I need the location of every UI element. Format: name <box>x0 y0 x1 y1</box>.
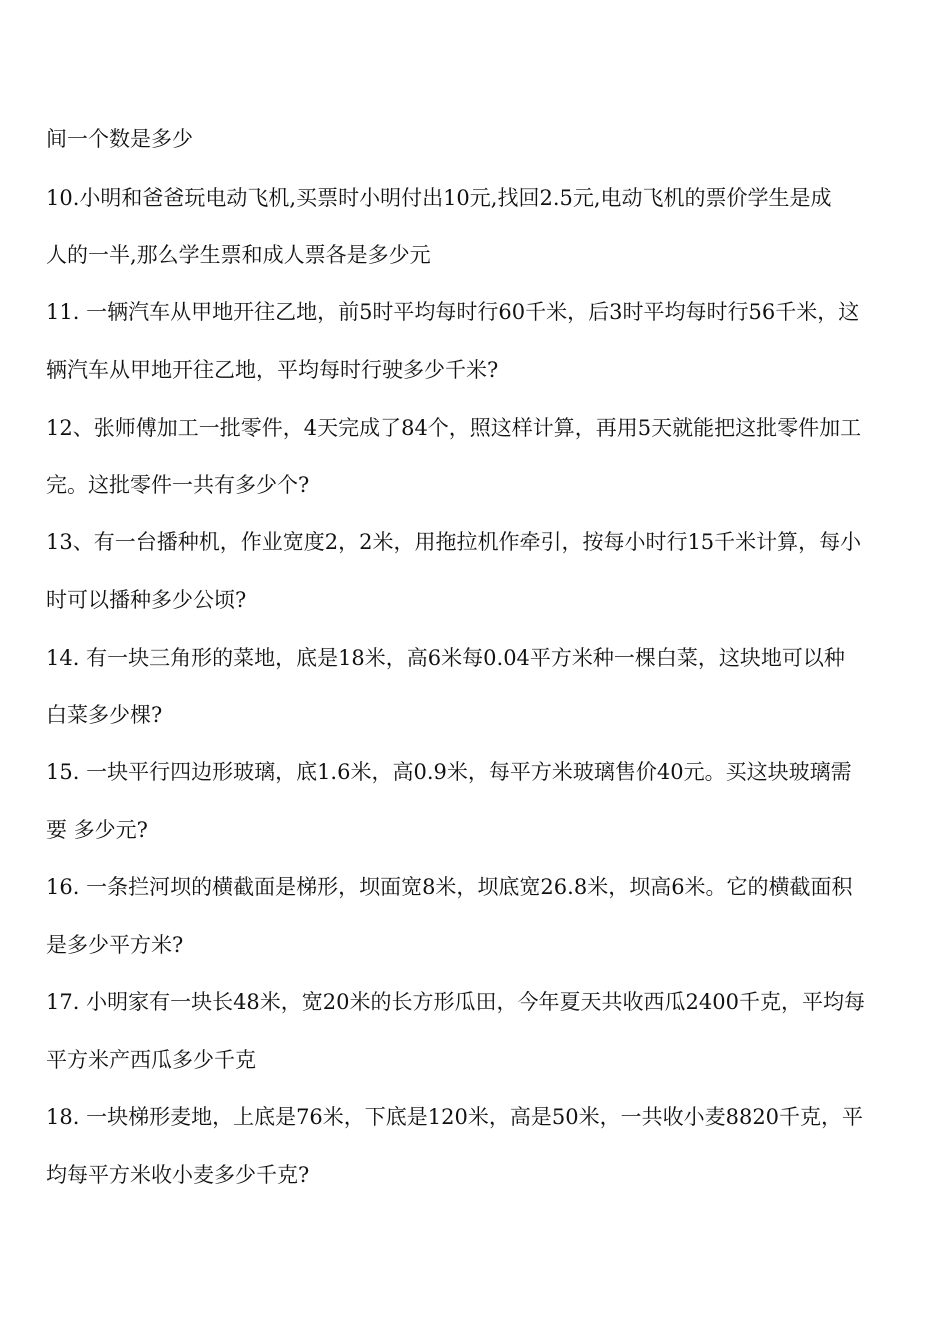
question-10-line-2: 人的一半,那么学生票和成人票各是多少元 <box>46 243 431 267</box>
question-17-line-2: 平方米产西瓜多少千克 <box>46 1048 256 1072</box>
question-17-line-1: 17. 小明家有一块长48米，宽20米的长方形瓜田，今年夏天共收西瓜2400千克，平均每 <box>46 990 865 1014</box>
question-12-line-2: 完。这批零件一共有多少个? <box>46 473 310 497</box>
question-18-line-2: 均每平方米收小麦多少千克? <box>46 1163 310 1187</box>
question-16-line-2: 是多少平方米? <box>46 933 184 957</box>
question-14-line-1: 14. 有一块三角形的菜地，底是18米，高6米每0.04平方米种一棵白菜，这块地可以种 <box>46 646 845 670</box>
question-13-line-1: 13、有一台播种机，作业宽度2，2米，用拖拉机作牵引，按每小时行15千米计算，每小 <box>46 530 862 554</box>
question-11-line-2: 辆汽车从甲地开往乙地，平均每时行驶多少千米? <box>46 358 499 382</box>
question-11-line-1: 11. 一辆汽车从甲地开往乙地，前5时平均每时行60千米，后3时平均每时行56千米，这 <box>46 300 860 324</box>
question-15-line-2: 要 多少元? <box>46 818 148 842</box>
question-15-line-1: 15. 一块平行四边形玻璃，底1.6米，高0.9米，每平方米玻璃售价40元。买这块玻璃需 <box>46 760 852 784</box>
question-10-line-1: 10.小明和爸爸玩电动飞机,买票时小明付出10元,找回2.5元,电动飞机的票价学生是成 <box>46 186 832 210</box>
question-18-line-1: 18. 一块梯形麦地，上底是76米，下底是120米，高是50米，一共收小麦8820千克，平 <box>46 1105 864 1129</box>
text-line: 间一个数是多少 <box>46 127 193 151</box>
question-12-line-1: 12、张师傅加工一批零件，4天完成了84个，照这样计算，再用5天就能把这批零件加工 <box>46 416 862 440</box>
question-14-line-2: 白菜多少棵? <box>46 703 163 727</box>
question-16-line-1: 16. 一条拦河坝的横截面是梯形，坝面宽8米，坝底宽26.8米，坝高6米。它的横截面积 <box>46 875 853 899</box>
question-13-line-2: 时可以播种多少公顷? <box>46 588 247 612</box>
